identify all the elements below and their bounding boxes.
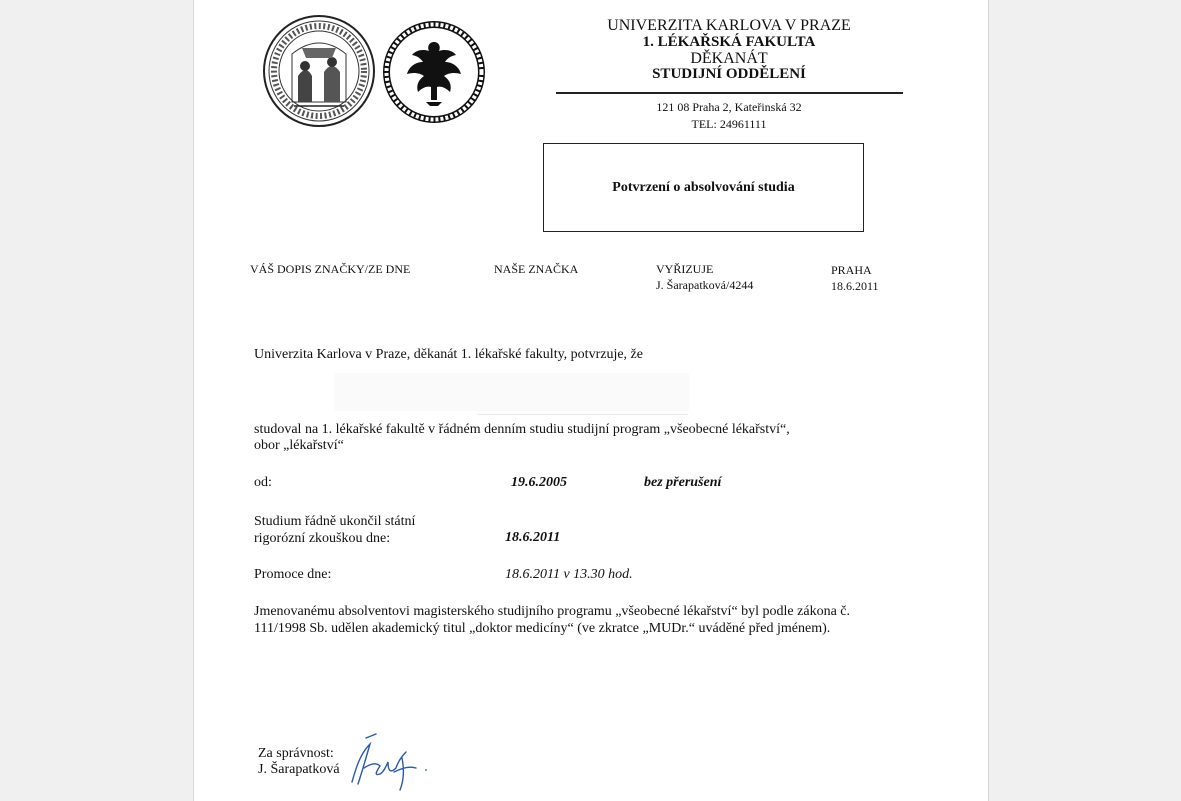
- from-date: 19.6.2005: [511, 475, 567, 490]
- document-page: [193, 0, 989, 801]
- degree-line-1: Jmenovanému absolventovi magisterského studijního programu „všeobecné lékařství“ byl podle zákona č.: [254, 604, 851, 619]
- redacted-name-area: [334, 373, 689, 411]
- university-seal-icon: [262, 14, 376, 128]
- graduation-label: Promoce dne:: [254, 567, 332, 582]
- department-name: STUDIJNÍ ODDĚLENÍ: [652, 66, 806, 82]
- dean-office: DĚKANÁT: [690, 50, 768, 67]
- header-divider: [556, 92, 903, 94]
- redacted-underline: [478, 414, 688, 415]
- our-reference-label: NAŠE ZNAČKA: [494, 262, 579, 276]
- document-title-box: [543, 143, 864, 232]
- completed-date: 18.6.2011: [505, 530, 561, 545]
- faculty-eagle-seal-icon: [382, 20, 486, 124]
- signatory-name: J. Šarapatková: [258, 762, 340, 777]
- phone: TEL: 24961111: [691, 117, 767, 131]
- address: 121 08 Praha 2, Kateřinská 32: [656, 100, 802, 114]
- from-label: od:: [254, 475, 272, 490]
- place-label: PRAHA: [831, 263, 872, 277]
- degree-line-2: 111/1998 Sb. udělen akademický titul „doktor medicíny“ (ve zkratce „MUDr.“ uváděné před jménem).: [254, 621, 831, 636]
- document-title: Potvrzení o absolvování studia: [612, 179, 795, 195]
- handled-by-value: J. Šarapatková/4244: [656, 278, 754, 292]
- graduation-value: 18.6.2011 v 13.30 hod.: [505, 567, 633, 582]
- studied-line-2: obor „lékařství“: [254, 438, 344, 453]
- intro-text: Univerzita Karlova v Praze, děkanát 1. lékařské fakulty, potvrzuje, že: [254, 347, 643, 362]
- your-letter-label: VÁŠ DOPIS ZNAČKY/ZE DNE: [250, 262, 411, 276]
- signature-icon: [346, 728, 436, 794]
- completed-line-2: rigorózní zkouškou dne:: [254, 531, 391, 546]
- studied-line-1: studoval na 1. lékařské fakultě v řádném denním studiu studijní program „všeobecné lékařství“,: [254, 422, 790, 437]
- completed-line-1: Studium řádně ukončil státní: [254, 514, 416, 529]
- handled-by-label: VYŘIZUJE: [656, 262, 714, 276]
- correctness-label: Za správnost:: [258, 746, 334, 761]
- university-name: UNIVERZITA KARLOVA V PRAZE: [607, 17, 851, 34]
- issue-date: 18.6.2011: [831, 279, 879, 293]
- interruption-status: bez přerušení: [644, 475, 722, 490]
- faculty-name: 1. LÉKAŘSKÁ FAKULTA: [642, 34, 816, 50]
